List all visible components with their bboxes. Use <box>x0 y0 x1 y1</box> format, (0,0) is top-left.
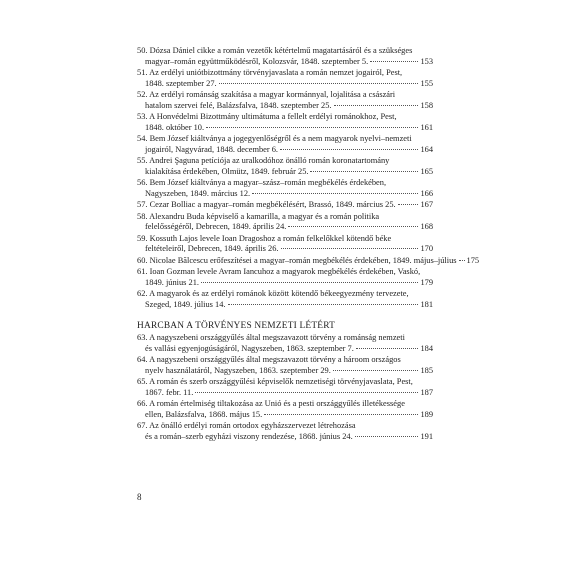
toc-page-number: 184 <box>420 343 433 353</box>
toc-entry-text: és a román–szerb egyházi viszony rendezése, 1868. június 24. <box>145 431 353 441</box>
toc-entry-text: 54. Bem József kiáltványa a jogegyenlőségről és a nem magyarok nyelvi–nemzeti <box>137 134 412 143</box>
toc-entry-text: 59. Kossuth Lajos levele Ioan Dragoshoz a román felkelőkkel kötendő béke <box>137 233 392 243</box>
toc-page-number: 170 <box>420 244 433 253</box>
toc-entry-line <box>137 112 433 123</box>
toc-entry-line <box>137 189 433 200</box>
toc-entry <box>137 421 433 442</box>
toc-entry <box>137 267 433 288</box>
toc-entry-line <box>137 289 433 300</box>
toc-entry-text: 55. Andrei Şaguna petíciója az uralkodóhoz önálló román koronatartomány <box>137 156 390 165</box>
toc-entry <box>137 234 433 255</box>
toc-entry-line <box>137 90 433 101</box>
dot-leader <box>264 414 418 415</box>
dot-leader <box>228 304 419 305</box>
dot-leader <box>206 127 418 128</box>
toc-entry-text: nyelv használatáról, Nagyszeben, 1863. szeptember 29. <box>145 365 331 375</box>
toc-entry-text: ellen, Balázsfalva, 1868. május 15. <box>145 409 263 419</box>
toc-entry-line <box>137 167 433 178</box>
dot-leader <box>252 193 418 194</box>
toc-entry-text: Szeged, 1849. július 14. <box>145 299 226 309</box>
toc-entry-line <box>137 178 433 189</box>
toc-page-number: 167 <box>420 200 433 209</box>
dot-leader <box>280 149 418 150</box>
toc-page-number: 161 <box>420 122 433 132</box>
toc-entry-line <box>137 278 433 289</box>
toc-entry-line <box>137 244 433 255</box>
dot-leader <box>219 83 419 84</box>
toc-entry-text: 57. Cezar Bolliac a magyar–román megbékélésért, Brassó, 1849. március 25. <box>137 200 396 209</box>
toc-entry-line <box>137 134 433 145</box>
toc-entry-text: 58. Alexandru Buda képviselő a kamarilla, a magyar és a román politika <box>137 211 380 221</box>
toc-entry-text: 66. A román értelmiség tiltakozása az Unió és a pesti országgyűlés illetékessége <box>137 399 405 408</box>
toc-entry-line <box>137 344 433 355</box>
toc-entry-text: 50. Dózsa Dániel cikke a román vezetők kétértelmű magatartásáról és a szükséges <box>137 46 413 55</box>
toc-entry-line <box>137 410 433 421</box>
toc-entry-text: 53. A Honvédelmi Bizottmány ultimátuma a fellelt erdélyi románokhoz, Pest, <box>137 112 397 121</box>
toc-entry-line <box>137 255 480 267</box>
toc-entry-line <box>137 366 433 377</box>
toc-entry-text: 65. A román és szerb országgyűlési képviselők nemzetiségi törvényjavaslata, Pest, <box>137 377 413 386</box>
toc-entry-text: 56. Bem József kiáltványa a magyar–szász–román megbékélés érdekében, <box>137 178 387 187</box>
toc-entry-line <box>137 300 433 311</box>
toc-entry-text: 64. A nagyszebeni országgyűlés által megszavazott törvény a hároom országos <box>137 355 401 364</box>
toc-entry-line <box>137 79 433 90</box>
toc-entry <box>137 178 433 199</box>
toc-entry <box>137 377 433 398</box>
dot-leader <box>195 392 418 393</box>
toc-entry-text: 67. Az önálló erdélyi román ortodox egyházszervezet létrehozása <box>137 421 356 430</box>
dot-leader <box>201 282 418 283</box>
toc-entry-text: 1867. febr. 11. <box>145 387 194 397</box>
toc-entry-text: feltételeiről, Debrecen, 1849. április 26. <box>145 244 279 253</box>
toc-entry-line <box>137 421 433 432</box>
toc-entry-text: 52. Az erdélyi románság szakítása a magyar kormánnyal, lojalitása a császári <box>137 90 396 99</box>
toc-entry-line <box>137 68 433 79</box>
dot-leader <box>370 61 418 62</box>
toc-entry <box>137 112 433 133</box>
toc-entry-text: 60. Nicolae Bălcescu erőfeszítései a magyar–román megbékélés érdekében, 1849. május–július <box>137 255 457 265</box>
dot-leader <box>288 226 418 227</box>
toc-entry <box>137 212 433 233</box>
toc-group-part-one <box>137 46 480 310</box>
table-of-contents <box>137 46 480 443</box>
toc-entry-line <box>137 222 433 233</box>
toc-entry-line <box>137 355 433 366</box>
toc-entry-line <box>137 200 433 211</box>
toc-entry-text: felelősségéről, Debrecen, 1849. április 24. <box>145 222 287 231</box>
toc-entry-line <box>137 212 433 223</box>
dot-leader <box>356 348 419 349</box>
dot-leader <box>459 260 465 261</box>
dot-leader <box>310 171 418 172</box>
toc-entry-text: Nagyszeben, 1849. március 12. <box>145 188 251 198</box>
toc-entry-line <box>137 101 433 112</box>
toc-entry-text: magyar–román együttműködésről, Kolozsvár, 1848. szeptember 5. <box>145 56 369 66</box>
toc-entry-text: 1849. június 21. <box>145 277 199 287</box>
toc-entry-line <box>137 267 433 278</box>
dot-leader <box>334 105 419 106</box>
toc-page-number: 166 <box>420 188 433 198</box>
toc-entry <box>137 46 433 67</box>
toc-entry <box>137 134 433 155</box>
toc-entry-line <box>137 123 433 134</box>
toc-group-part-two <box>137 333 433 442</box>
section-heading: HARCBAN A TÖRVÉNYES NEMZETI LÉTÉRT <box>137 321 336 331</box>
toc-page-number: 181 <box>420 299 433 309</box>
toc-entry-text: 1848. szeptember 27. <box>145 78 217 88</box>
toc-entry-line <box>137 399 433 410</box>
toc-page-number: 158 <box>420 100 433 110</box>
toc-page-number: 185 <box>420 365 433 375</box>
dot-leader <box>281 248 419 249</box>
toc-entry <box>137 399 433 420</box>
toc-entry-text: és vallási egyenjogúságáról, Nagyszeben, 1863. szeptember 7. <box>145 343 354 353</box>
toc-entry-line <box>137 145 433 156</box>
toc-entry-text: 51. Az erdélyi uniótbizottmány törvényjavaslata a román nemzet jogairól, Pest, <box>137 68 403 77</box>
dot-leader <box>355 436 419 437</box>
toc-entry-line <box>137 57 433 68</box>
toc-page-number: 165 <box>420 166 433 176</box>
dot-leader <box>398 204 419 205</box>
toc-entry-line <box>137 333 433 344</box>
toc-entry <box>137 68 433 89</box>
toc-entry-line <box>137 432 433 443</box>
toc-entry-line <box>137 377 433 388</box>
toc-entry-text: kialakítása érdekében, Olmütz, 1849. február 25. <box>145 166 309 176</box>
dot-leader <box>333 370 419 371</box>
toc-entry-line <box>137 46 433 57</box>
toc-entry-text: 61. Ioan Gozman levele Avram Iancuhoz a magyarok megbékélés érdekében, Vaskó, <box>137 267 421 276</box>
toc-entry-line <box>137 234 433 245</box>
toc-page-number: 189 <box>420 409 433 419</box>
toc-entry-text: 63. A nagyszebeni országgyűlés által megszavazott törvény a románság nemzeti <box>137 333 405 342</box>
toc-entry <box>137 90 433 111</box>
toc-entry <box>137 255 480 267</box>
toc-entry-line <box>137 388 433 399</box>
toc-entry <box>137 333 433 354</box>
toc-entry <box>137 289 433 310</box>
toc-page-number: 164 <box>420 144 433 154</box>
toc-page-number: 153 <box>420 56 433 66</box>
toc-page-number: 191 <box>420 431 433 441</box>
toc-page-number: 187 <box>420 387 433 397</box>
toc-entry <box>137 156 433 177</box>
toc-entry-text: 1848. október 10. <box>145 122 205 132</box>
toc-entry-text: 62. A magyarok és az erdélyi románok között kötendő békeegyezmény tervezete, <box>137 289 409 298</box>
toc-page-number: 168 <box>420 222 433 231</box>
toc-entry <box>137 200 433 211</box>
toc-page-number: 179 <box>420 277 433 287</box>
toc-page-number: 155 <box>420 78 433 88</box>
toc-entry <box>137 355 433 376</box>
toc-entry-text: hatalom szervei felé, Balázsfalva, 1848. szeptember 25. <box>145 100 332 110</box>
toc-page-number: 175 <box>466 255 480 265</box>
toc-entry-line <box>137 156 433 167</box>
page-number: 8 <box>137 492 142 502</box>
toc-entry-text: jogairól, Nagyvárad, 1848. december 6. <box>145 144 279 154</box>
